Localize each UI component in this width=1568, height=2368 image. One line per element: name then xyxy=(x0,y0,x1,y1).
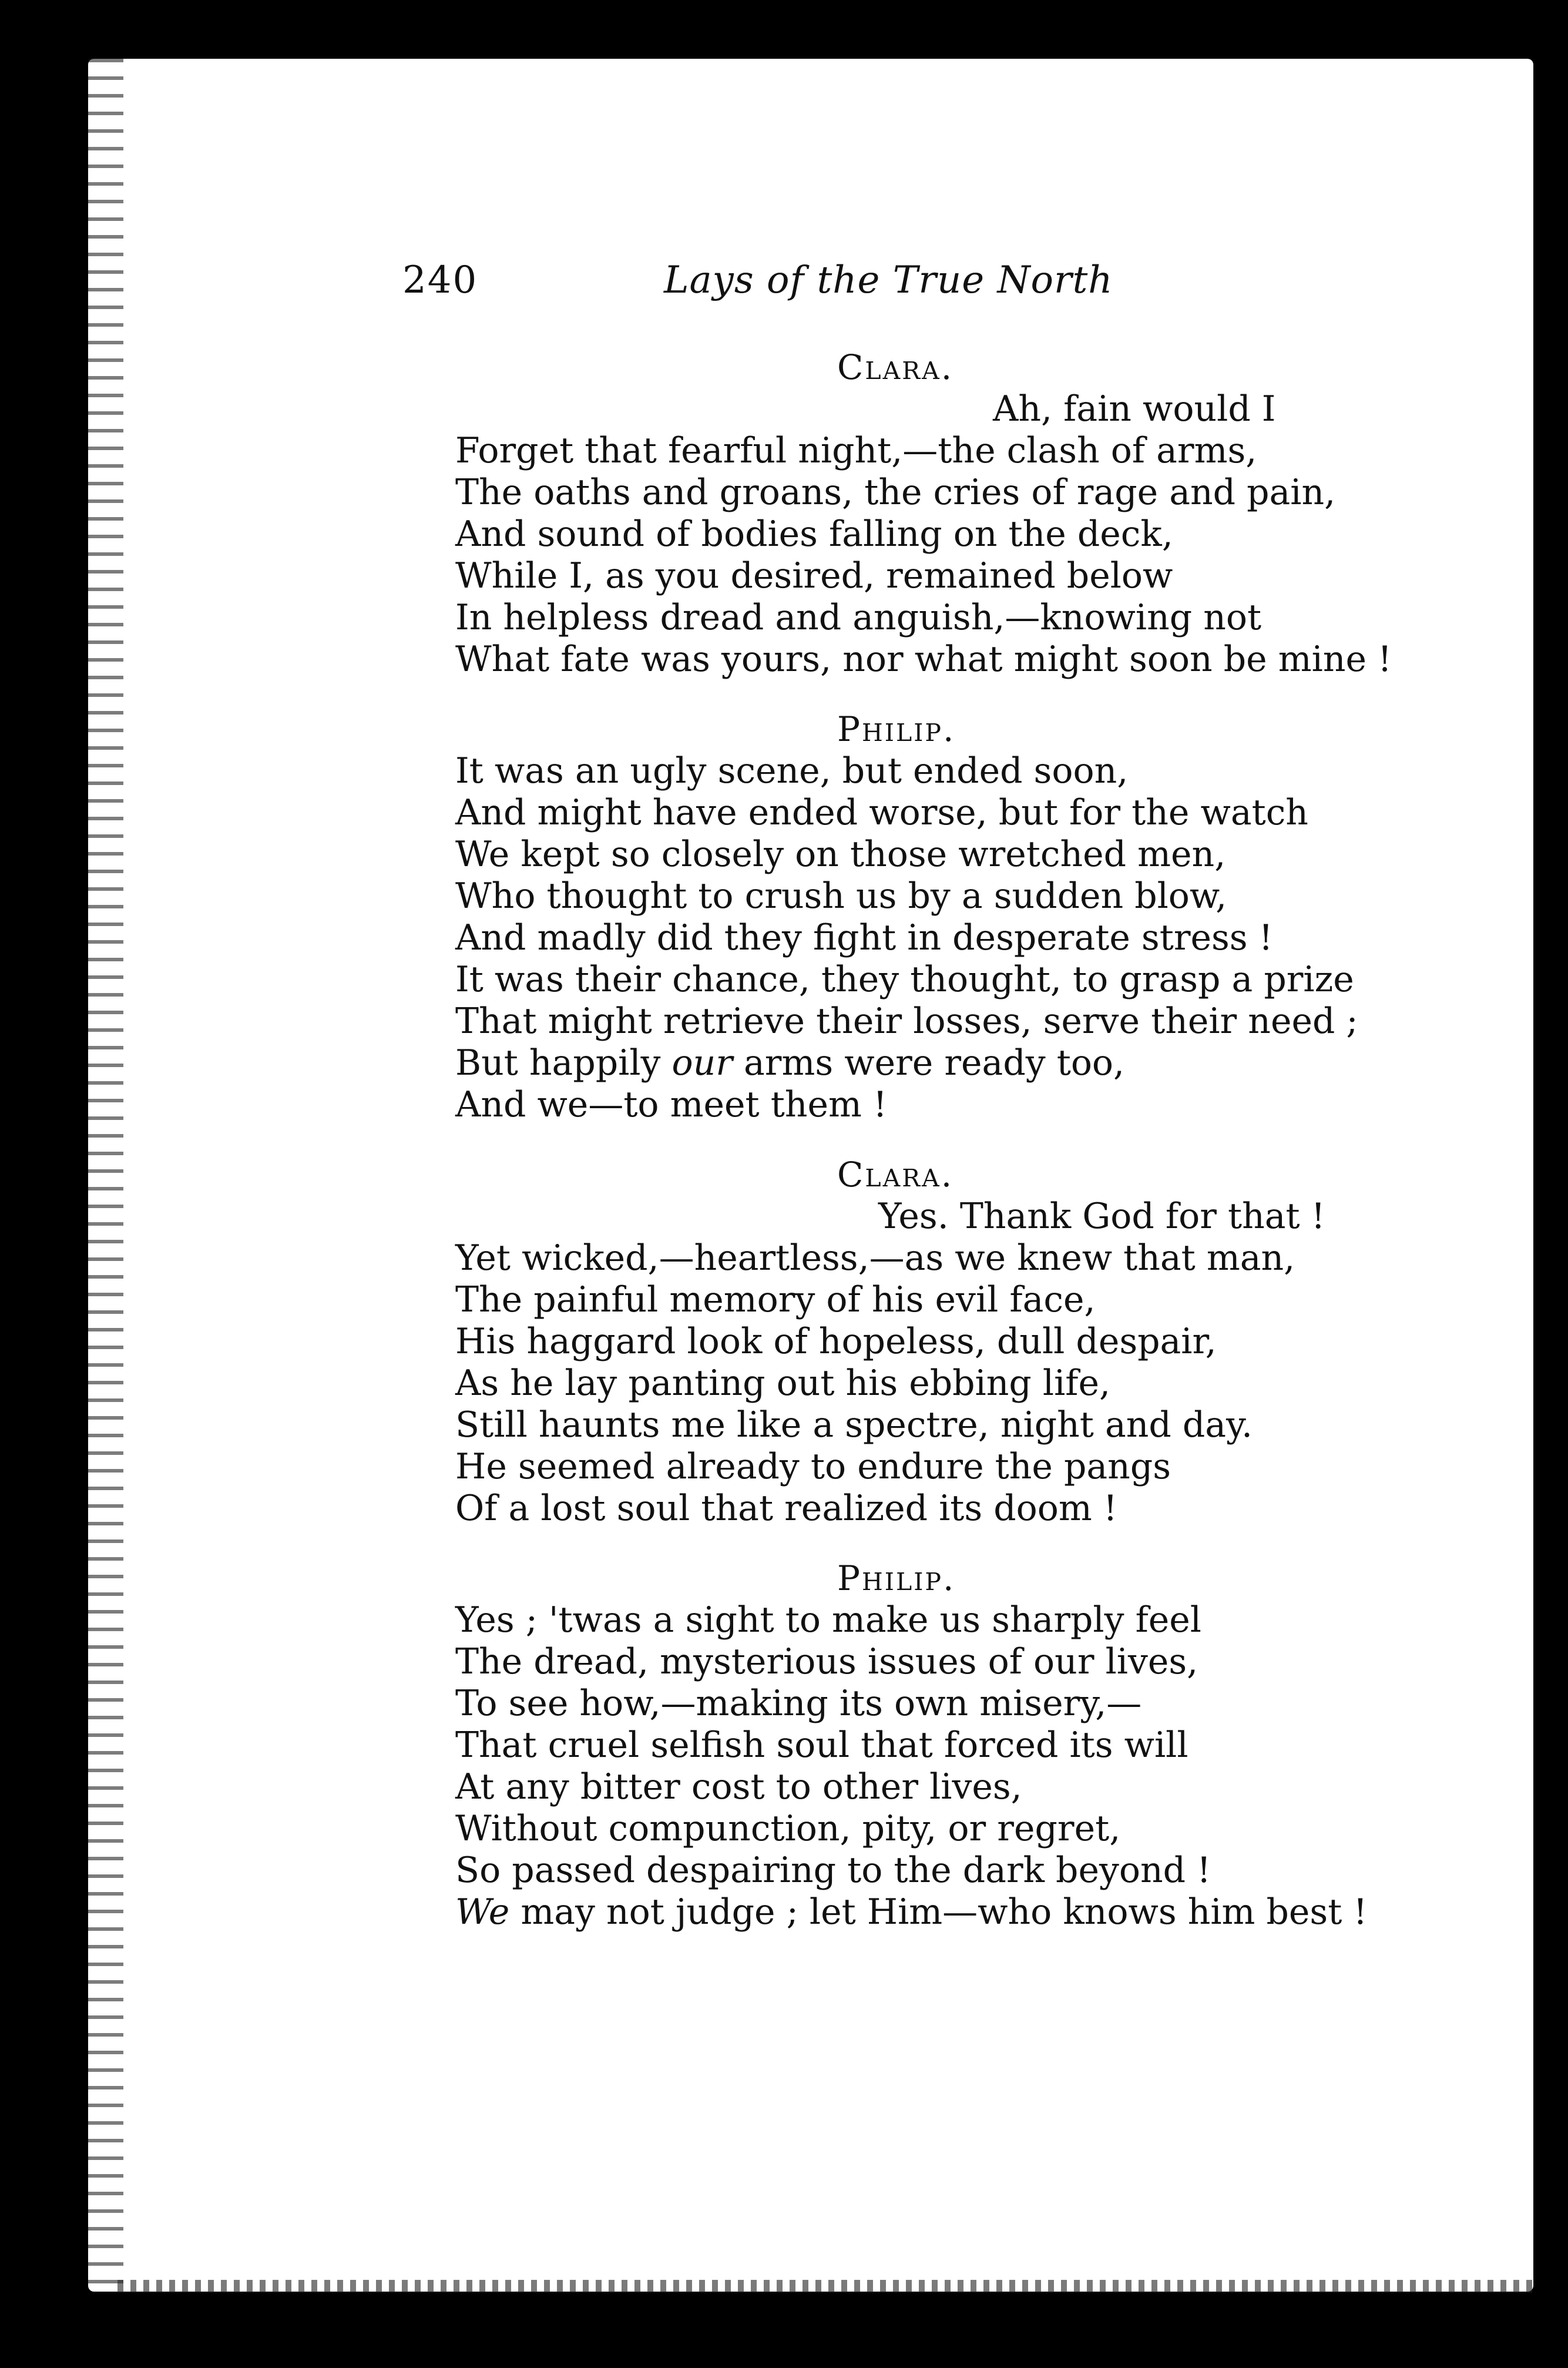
verse-line: And might have ended worse, but for the watch xyxy=(455,792,1308,833)
verse-line: Without compunction, pity, or regret, xyxy=(455,1808,1121,1849)
verse-line: The dread, mysterious issues of our lives, xyxy=(455,1641,1198,1682)
verse-line: Yes. Thank God for that ! xyxy=(878,1196,1325,1237)
verse-line: It was their chance, they thought, to grasp a prize xyxy=(455,959,1354,1000)
verse-line: That cruel selfish soul that forced its will xyxy=(455,1725,1188,1766)
verse-line: Of a lost soul that realized its doom ! xyxy=(455,1488,1117,1529)
verse-line: In helpless dread and anguish,—knowing not xyxy=(455,597,1262,638)
scan-bottom-edge xyxy=(117,2280,1533,2293)
verse-line: The painful memory of his evil face, xyxy=(455,1279,1096,1320)
verse-line: Yet wicked,—heartless,—as we knew that man, xyxy=(455,1237,1295,1279)
verse-line: That might retrieve their losses, serve their need ; xyxy=(455,1001,1358,1042)
verse-line-end: may not judge ; let Him—who knows him best ! xyxy=(509,1891,1368,1933)
verse-line xyxy=(455,1891,1442,1933)
scan-gutter-shadow xyxy=(88,59,123,2292)
verse-line: Still haunts me like a spectre, night and day. xyxy=(455,1404,1253,1445)
emphasis-word: We xyxy=(455,1891,510,1933)
verse-line: So passed despairing to the dark beyond ! xyxy=(455,1850,1211,1891)
verse-line: It was an ugly scene, but ended soon, xyxy=(455,750,1129,791)
running-title: Lays of the True North xyxy=(664,259,1113,302)
verse-line xyxy=(455,1042,1442,1084)
verse-line: He seemed already to endure the pangs xyxy=(455,1446,1171,1487)
speaker-clara: Clara. xyxy=(837,347,954,387)
emphasis-word: our xyxy=(671,1042,733,1084)
verse-line: Yes ; 'twas a sight to make us sharply feel xyxy=(455,1599,1201,1641)
speaker-philip: Philip. xyxy=(837,1558,956,1598)
speaker-clara: Clara. xyxy=(837,1155,954,1195)
page-number: 240 xyxy=(402,259,478,302)
verse-line: The oaths and groans, the cries of rage and pain, xyxy=(455,472,1336,513)
verse-line: Who thought to crush us by a sudden blow, xyxy=(455,876,1227,917)
page-header xyxy=(0,259,1568,311)
verse-line: And madly did they fight in desperate stress ! xyxy=(455,917,1273,958)
verse-line: What fate was yours, nor what might soon be mine ! xyxy=(455,639,1392,680)
verse-line: While I, as you desired, remained below xyxy=(455,555,1173,596)
speaker-philip: Philip. xyxy=(837,709,956,749)
verse-line-start: But happily xyxy=(455,1042,672,1084)
verse-line: Forget that fearful night,—the clash of arms, xyxy=(455,430,1257,471)
verse-text xyxy=(455,347,1442,1933)
verse-line: At any bitter cost to other lives, xyxy=(455,1766,1022,1807)
verse-line: To see how,—making its own misery,— xyxy=(455,1683,1142,1724)
verse-line: And sound of bodies falling on the deck, xyxy=(455,514,1173,555)
verse-line: Ah, fain would I xyxy=(993,388,1276,430)
verse-line-end: arms were ready too, xyxy=(732,1042,1125,1084)
verse-line: We kept so closely on those wretched men, xyxy=(455,834,1226,875)
verse-line: As he lay panting out his ebbing life, xyxy=(455,1363,1111,1404)
verse-line: His haggard look of hopeless, dull despair, xyxy=(455,1321,1217,1362)
verse-line: And we—to meet them ! xyxy=(455,1084,888,1125)
